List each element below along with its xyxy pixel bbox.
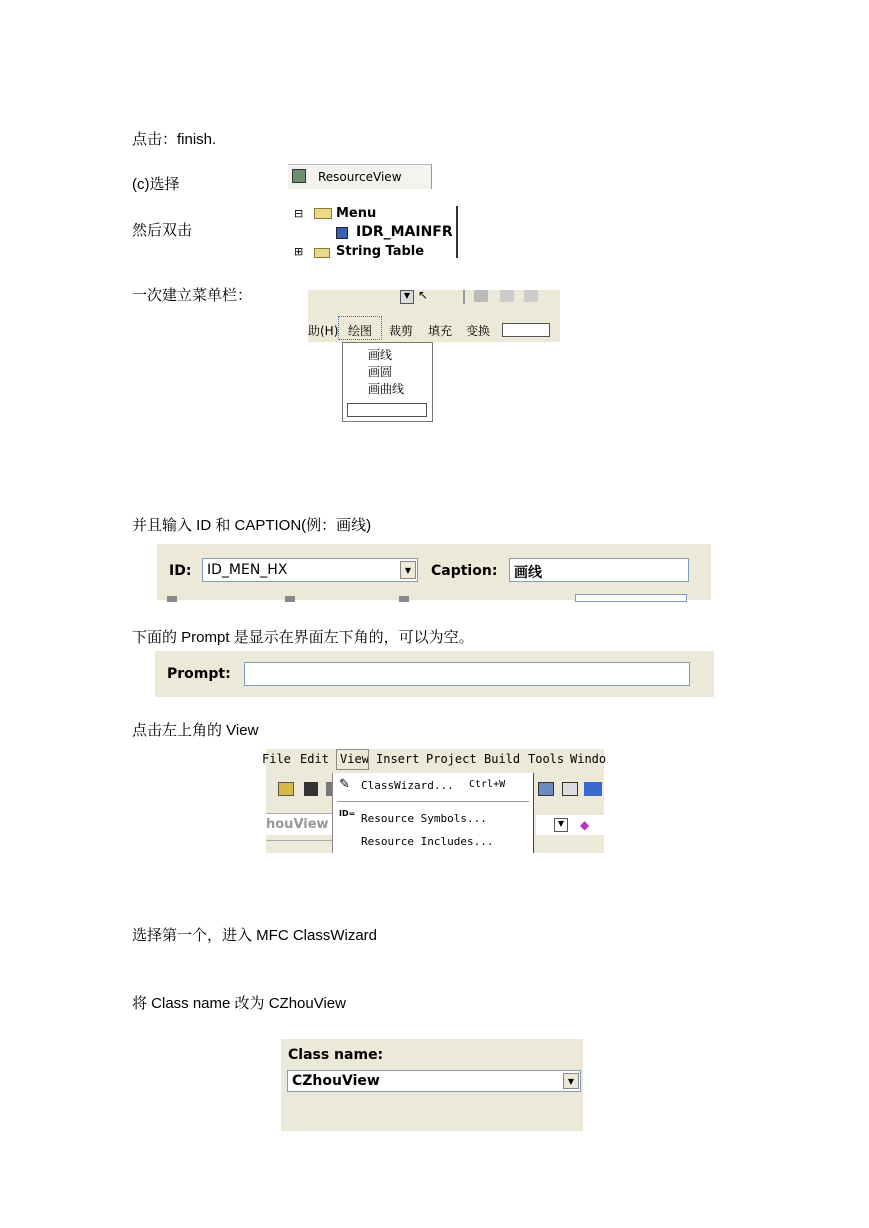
menubar-view[interactable]: View [340, 752, 369, 766]
new-menu-placeholder[interactable] [502, 323, 550, 337]
toolbar-icon-1[interactable] [474, 290, 488, 302]
prompt-field[interactable] [244, 662, 690, 686]
tree-expand-icon[interactable]: ⊞ [294, 245, 304, 258]
id-label: ID: [169, 563, 192, 579]
text-click-view: 点击左上角的 View [132, 722, 259, 739]
tree-collapse-icon[interactable]: ⊟ [294, 207, 304, 220]
text-choose-first: 选择第一个，进入 MFC ClassWizard [132, 927, 378, 944]
resourceview-icon [292, 169, 306, 183]
id-value: ID_MEN_HX [207, 562, 288, 578]
resourceview-tab[interactable] [288, 164, 432, 189]
dropdown-new-item[interactable] [347, 403, 427, 417]
text-select: (c)选择 [132, 176, 180, 193]
text-change-classname: 将 Class name 改为 CZhouView [132, 995, 346, 1012]
text-double-click: 然后双击 [132, 222, 193, 239]
toolbar-icon-3[interactable] [524, 290, 538, 302]
toolbar-window-icon[interactable] [538, 782, 554, 796]
menu-properties-id-caption [157, 544, 711, 600]
classname-label: Class name: [288, 1047, 384, 1063]
menubar-insert[interactable]: Insert [376, 752, 420, 766]
resource-tree [290, 204, 466, 258]
prompt-label: Prompt: [167, 666, 231, 682]
menubar-window[interactable]: Windo [570, 752, 607, 766]
menu-resource-icon [336, 227, 348, 239]
menu-item-transform[interactable]: 变换 [466, 324, 491, 338]
classname-dropdown-arrow-icon[interactable]: ▼ [563, 1073, 579, 1089]
class-combo-partial[interactable]: houView [266, 817, 329, 832]
toolbar-tree-icon[interactable] [584, 782, 602, 796]
text-prompt-note: 下面的 Prompt 是显示在界面左下角的，可以为空。 [132, 629, 474, 646]
dropdown-item-circle[interactable]: 画圆 [368, 365, 393, 379]
resourceview-label: ResourceView [318, 170, 402, 184]
tree-item-string-table[interactable]: String Table [336, 244, 425, 259]
tree-item-menu[interactable]: Menu [336, 206, 377, 221]
menu-properties-prompt [155, 651, 714, 697]
dropdown-item-curve[interactable]: 画曲线 [368, 382, 405, 396]
menubar-project[interactable]: Project [426, 752, 477, 766]
dropdown-arrow-icon[interactable]: ▼ [400, 290, 414, 304]
member-dropdown-arrow-icon[interactable]: ▼ [554, 818, 568, 832]
id-dropdown-arrow-icon[interactable]: ▼ [400, 561, 416, 579]
toolbar-icon-2[interactable] [500, 290, 514, 302]
classwizard-classname [281, 1039, 583, 1131]
folder-icon [314, 248, 330, 258]
menubar-edit[interactable]: Edit [300, 752, 329, 766]
text-enter-id-caption: 并且输入 ID 和 CAPTION(例：画线) [132, 517, 372, 534]
tool-icon[interactable]: ↖ [418, 288, 429, 302]
diamond-icon[interactable]: ◆ [580, 818, 590, 832]
menubar-file[interactable]: File [262, 752, 291, 766]
caption-value: 画线 [514, 565, 542, 581]
tree-item-idr-mainfr[interactable]: IDR_MAINFR [356, 224, 453, 240]
menu-classwizard[interactable]: ClassWizard... [361, 779, 454, 792]
caption-field[interactable] [509, 558, 689, 582]
save-icon[interactable] [304, 782, 318, 796]
classname-value: CZhouView [292, 1073, 380, 1089]
id-combo[interactable] [202, 558, 418, 582]
menubar-tools[interactable]: Tools [528, 752, 565, 766]
menu-classwizard-shortcut: Ctrl+W [469, 779, 506, 790]
draw-dropdown [342, 342, 433, 422]
open-icon[interactable] [278, 782, 294, 796]
toolbar-browse-icon[interactable] [562, 782, 578, 796]
classname-combo[interactable] [287, 1070, 581, 1092]
text-click-finish: 点击：finish. [132, 131, 217, 148]
menu-item-fill[interactable]: 填充 [428, 324, 453, 338]
menu-item-clip[interactable]: 裁剪 [389, 324, 414, 338]
folder-open-icon [314, 208, 332, 219]
resource-symbols-icon: ID= [339, 809, 356, 818]
menu-item-help[interactable]: 助(H) [308, 324, 339, 338]
menu-editor-bar [308, 290, 560, 342]
classwizard-icon: ✎ [339, 777, 350, 792]
menu-item-draw[interactable]: 绘图 [348, 324, 373, 338]
menu-resource-includes[interactable]: Resource Includes... [361, 835, 494, 848]
menu-resource-symbols[interactable]: Resource Symbols... [361, 812, 487, 825]
dropdown-item-line[interactable]: 画线 [368, 348, 393, 362]
text-build-menubar: 一次建立菜单栏： [132, 287, 253, 304]
view-dropdown-menu [332, 773, 534, 853]
menubar-build[interactable]: Build [484, 752, 521, 766]
caption-label: Caption: [431, 563, 498, 579]
vc-view-menu [262, 749, 607, 853]
